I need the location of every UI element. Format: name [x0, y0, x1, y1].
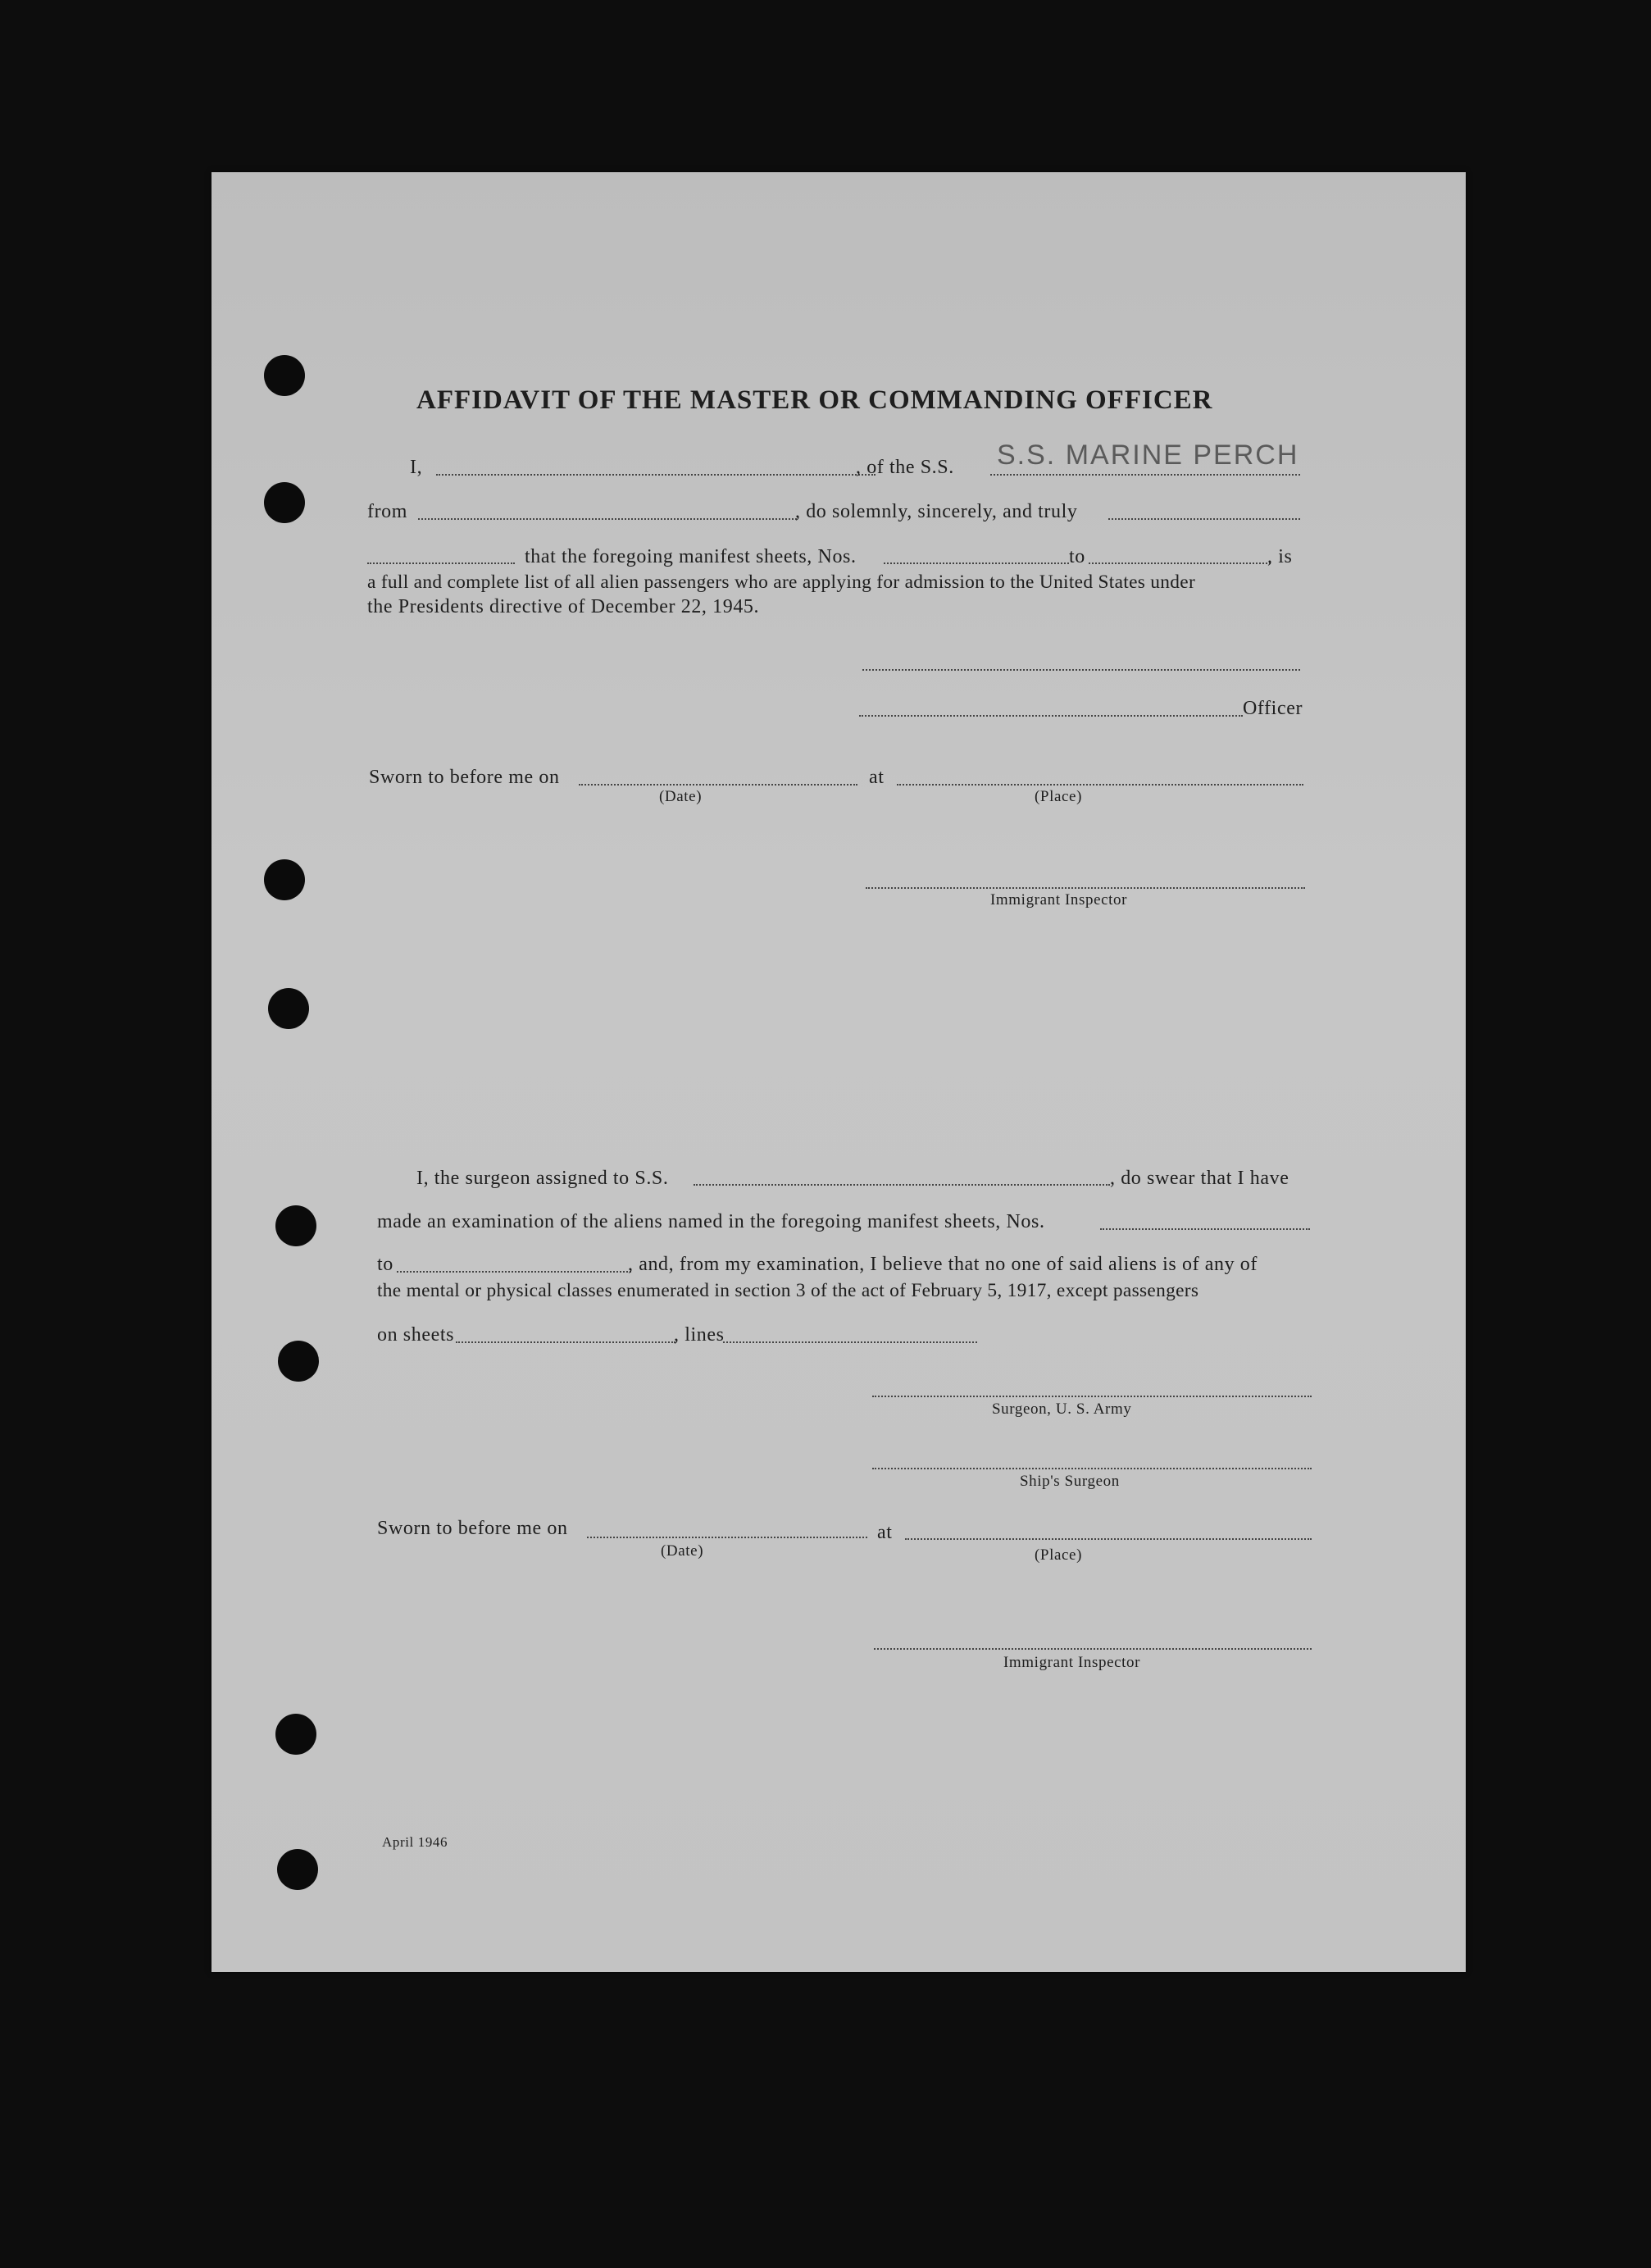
army-surgeon-signature-field[interactable]: [872, 1396, 1312, 1397]
punch-hole: [268, 988, 309, 1029]
officer-signature-line-2[interactable]: [859, 715, 1243, 717]
master-swear-field[interactable]: [1108, 518, 1300, 520]
inspector-signature-field-2[interactable]: [874, 1648, 1312, 1650]
date-caption: (Date): [659, 788, 703, 805]
master-of-ss: , of the S.S.: [856, 457, 954, 478]
sworn-date-field[interactable]: [579, 784, 857, 786]
place-caption: (Place): [1035, 788, 1082, 805]
master-manifest-sheets: that the foregoing manifest sheets, Nos.: [525, 546, 857, 567]
surgeon-to-field[interactable]: [397, 1271, 631, 1273]
master-ship-field[interactable]: [990, 474, 1300, 476]
punch-hole: [264, 355, 305, 396]
ship-surgeon-signature-field[interactable]: [872, 1468, 1312, 1469]
surgeon-lines: , lines: [674, 1324, 725, 1346]
master-statement-line: the Presidents directive of December 22, 1945.: [367, 596, 760, 617]
officer-signature-line-1[interactable]: [862, 669, 1300, 671]
master-from-field[interactable]: [418, 518, 797, 520]
master-is: , is: [1267, 546, 1293, 567]
inspector-signature-field[interactable]: [866, 887, 1305, 889]
surgeon-on-sheets: on sheets: [377, 1324, 455, 1346]
punch-hole: [278, 1341, 319, 1382]
punch-hole: [264, 482, 305, 523]
punch-hole: [275, 1714, 316, 1755]
place-caption-2: (Place): [1035, 1546, 1082, 1564]
surgeon-on-sheets-field[interactable]: [456, 1341, 675, 1343]
date-caption-2: (Date): [661, 1542, 704, 1560]
ship-surgeon-label: Ship's Surgeon: [1020, 1473, 1120, 1490]
master-name-field[interactable]: [436, 474, 876, 476]
master-sheets-to-field[interactable]: [1089, 562, 1271, 564]
sworn-at-2: at: [877, 1522, 893, 1543]
master-oath-field[interactable]: [367, 562, 515, 564]
form-date-footer: April 1946: [382, 1834, 448, 1850]
sworn-date-field-2[interactable]: [587, 1537, 867, 1538]
surgeon-belief: , and, from my examination, I believe that no one of said aliens is of any of: [628, 1254, 1258, 1275]
master-solemnly: , do solemnly, sincerely, and truly: [795, 501, 1078, 522]
punch-hole: [277, 1849, 318, 1890]
surgeon-to: to: [377, 1254, 393, 1275]
surgeon-swear: , do swear that I have: [1110, 1168, 1289, 1189]
sworn-place-field-2[interactable]: [905, 1538, 1312, 1540]
document-title: AFFIDAVIT OF THE MASTER OR COMMANDING OFFICER: [416, 385, 1213, 415]
master-sheets-from-field[interactable]: [884, 562, 1069, 564]
surgeon-ship-field[interactable]: [694, 1184, 1110, 1186]
master-to: to: [1069, 546, 1085, 567]
master-statement-line: a full and complete list of all alien passengers who are applying for admission to the United States under: [367, 572, 1196, 593]
punch-hole: [275, 1205, 316, 1246]
surgeon-classes: the mental or physical classes enumerated in section 3 of the act of February 5, 1917, except passengers: [377, 1280, 1199, 1301]
punch-hole: [264, 859, 305, 900]
sworn-label: Sworn to before me on: [369, 767, 560, 788]
master-from: from: [367, 501, 408, 522]
surgeon-examination: made an examination of the aliens named in the foregoing manifest sheets, Nos.: [377, 1211, 1045, 1232]
sworn-at: at: [869, 767, 885, 788]
surgeon-sheets-field[interactable]: [1100, 1228, 1310, 1230]
army-surgeon-label: Surgeon, U. S. Army: [992, 1400, 1132, 1418]
surgeon-assigned: I, the surgeon assigned to S.S.: [416, 1168, 669, 1189]
inspector-label-2: Immigrant Inspector: [1003, 1654, 1141, 1671]
surgeon-lines-field[interactable]: [723, 1341, 977, 1343]
ship-name-stamp: S.S. MARINE PERCH: [997, 439, 1299, 471]
sworn-place-field[interactable]: [897, 784, 1303, 786]
sworn-label-2: Sworn to before me on: [377, 1518, 568, 1539]
officer-label: Officer: [1243, 698, 1303, 719]
master-i: I,: [410, 457, 423, 478]
inspector-label: Immigrant Inspector: [990, 891, 1128, 909]
